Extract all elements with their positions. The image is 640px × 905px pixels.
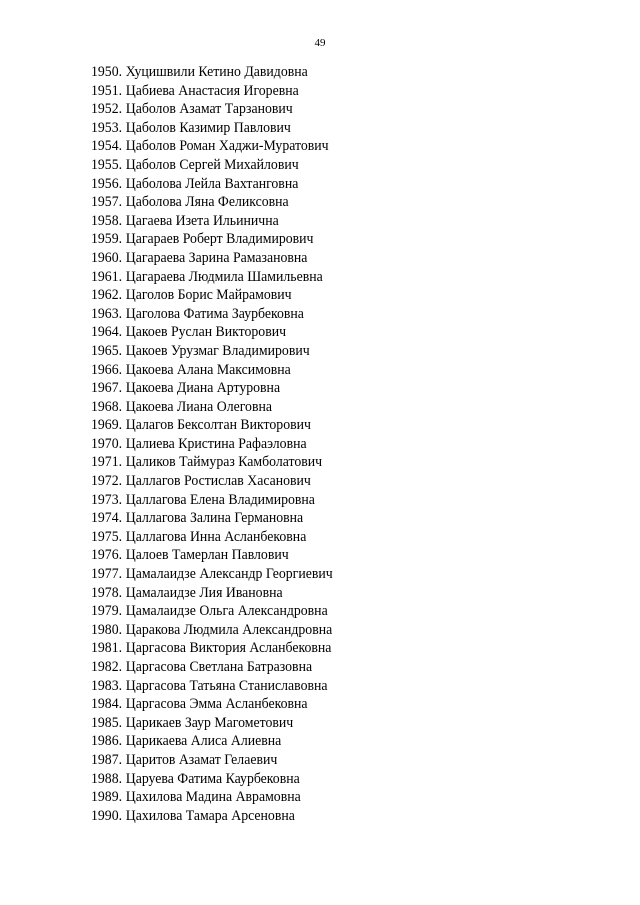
list-item <box>91 435 333 454</box>
list-item <box>91 230 333 249</box>
list-item <box>91 788 333 807</box>
entry-name: Цакоев Урузмаг Владимирович <box>125 342 310 359</box>
entry-number: 1979. <box>91 603 123 620</box>
entry-number: 1957. <box>91 194 123 211</box>
list-item <box>91 323 333 342</box>
entry-name: Царгасова Виктория Асланбековна <box>125 640 332 657</box>
list-item <box>91 268 333 287</box>
entry-name: Цакоева Лиана Олеговна <box>125 398 272 415</box>
entry-number: 1981. <box>91 640 123 657</box>
entry-number: 1973. <box>91 491 123 508</box>
list-item <box>91 63 333 82</box>
entry-name: Цалоев Тамерлан Павлович <box>125 547 289 564</box>
entry-name: Царикаева Алиса Алиевна <box>125 733 282 750</box>
entry-number: 1959. <box>91 231 123 248</box>
entry-name: Цаболов Роман Хаджи-Муратович <box>125 138 329 155</box>
entry-number: 1951. <box>91 82 123 99</box>
entry-name: Цакоева Алана Максимовна <box>125 361 291 378</box>
entry-name: Цахилова Тамара Арсеновна <box>125 807 295 824</box>
entry-name: Царикаев Заур Магометович <box>125 714 294 731</box>
entry-name: Цаллагов Ростислав Хасанович <box>125 473 311 490</box>
list-item <box>91 732 333 751</box>
entry-name: Цаголов Борис Майрамович <box>125 287 292 304</box>
list-item <box>91 305 333 324</box>
list-item <box>91 528 333 547</box>
entry-number: 1960. <box>91 249 123 266</box>
entry-number: 1978. <box>91 584 123 601</box>
entry-number: 1958. <box>91 212 123 229</box>
list-item <box>91 193 333 212</box>
entry-name: Цаболов Азамат Тарзанович <box>125 101 293 118</box>
entry-name: Цамалаидзе Лия Ивановна <box>125 584 283 601</box>
list-item <box>91 677 333 696</box>
entry-name: Царгасова Светлана Батразовна <box>125 659 313 675</box>
entry-number: 1989. <box>91 789 123 806</box>
entry-number: 1990. <box>91 807 123 824</box>
list-item <box>91 491 333 510</box>
list-item <box>91 398 333 417</box>
entry-name: Цаллагова Инна Асланбековна <box>125 528 307 545</box>
entry-name: Цаболов Сергей Михайлович <box>125 156 299 173</box>
entry-number: 1980. <box>91 621 123 638</box>
entry-name: Цагаева Изета Ильинична <box>125 212 279 229</box>
entry-number: 1963. <box>91 305 123 322</box>
entry-number: 1986. <box>91 733 123 750</box>
entry-name: Цаголова Фатима Заурбековна <box>125 305 304 322</box>
entry-name: Хуцишвили Кетино Давидовна <box>125 64 308 80</box>
entry-number: 1970. <box>91 435 123 452</box>
entry-number: 1952. <box>91 101 123 118</box>
entry-number: 1985. <box>91 714 123 731</box>
list-item <box>91 82 333 101</box>
list-item <box>91 100 333 119</box>
entry-name: Цакоева Диана Артуровна <box>125 380 281 397</box>
entry-name: Цамалаидзе Ольга Александровна <box>125 603 328 620</box>
entry-number: 1987. <box>91 751 123 768</box>
list-item <box>91 714 333 733</box>
entry-name: Царгасова Эмма Асланбековна <box>125 696 308 713</box>
list-item <box>91 602 333 621</box>
entry-name: Цаболова Лейла Вахтанговна <box>125 175 299 192</box>
list-item <box>91 695 333 714</box>
list-item <box>91 565 333 584</box>
list-item <box>91 361 333 380</box>
list-item <box>91 658 333 677</box>
entry-name: Цагараева Людмила Шамильевна <box>125 268 323 285</box>
entry-number: 1965. <box>91 342 123 359</box>
list-item <box>91 416 333 435</box>
entry-name: Царгасова Татьяна Станиславовна <box>125 677 328 694</box>
entry-name: Цагараева Зарина Рамазановна <box>125 249 308 266</box>
list-item <box>91 453 333 472</box>
list-item <box>91 156 333 175</box>
entry-name: Цаликов Таймураз Камболатович <box>125 454 323 471</box>
list-item <box>91 751 333 770</box>
entry-name: Цахилова Мадина Аврамовна <box>125 789 301 806</box>
entry-number: 1967. <box>91 380 123 397</box>
entry-name: Цаллагова Залина Германовна <box>125 510 304 527</box>
list-item <box>91 639 333 658</box>
list-item <box>91 286 333 305</box>
list-item <box>91 472 333 491</box>
list-item <box>91 770 333 789</box>
entry-name: Цамалаидзе Александр Георгиевич <box>125 566 333 583</box>
entry-name: Цакоев Руслан Викторович <box>125 324 287 341</box>
entry-number: 1950. <box>91 64 123 80</box>
entry-name: Цагараев Роберт Владимирович <box>125 231 314 248</box>
entry-number: 1984. <box>91 696 123 713</box>
list-item <box>91 249 333 268</box>
list-item <box>91 807 333 826</box>
entry-number: 1982. <box>91 659 123 675</box>
page-number: 49 <box>314 37 326 49</box>
list-item <box>91 509 333 528</box>
entry-number: 1988. <box>91 770 123 787</box>
list-item <box>91 584 333 603</box>
list-item <box>91 379 333 398</box>
entry-name: Цаболов Казимир Павлович <box>125 119 291 136</box>
entry-name: Цалиева Кристина Рафаэловна <box>125 435 307 452</box>
entry-number: 1954. <box>91 138 123 155</box>
entry-name: Царитов Азамат Гелаевич <box>125 751 278 768</box>
entry-number: 1972. <box>91 473 123 490</box>
list-item <box>91 137 333 156</box>
list-item <box>91 212 333 231</box>
entry-number: 1974. <box>91 510 123 527</box>
list-item <box>91 175 333 194</box>
list-item <box>91 621 333 640</box>
entry-name: Царакова Людмила Александровна <box>125 621 333 638</box>
entry-number: 1968. <box>91 398 123 415</box>
entry-name: Цабиева Анастасия Игоревна <box>125 82 299 99</box>
entry-number: 1977. <box>91 566 123 583</box>
list-item <box>91 119 333 138</box>
entry-name: Цаболова Ляна Феликсовна <box>125 194 289 211</box>
entry-name: Цаллагова Елена Владимировна <box>125 491 315 508</box>
entry-number: 1971. <box>91 454 123 471</box>
entry-number: 1955. <box>91 156 123 173</box>
list-item <box>91 546 333 565</box>
entry-number: 1976. <box>91 547 123 564</box>
entry-name: Царуева Фатима Каурбековна <box>125 770 300 787</box>
entry-number: 1956. <box>91 175 123 192</box>
entry-number: 1975. <box>91 528 123 545</box>
entry-number: 1961. <box>91 268 123 285</box>
entry-number: 1969. <box>91 417 123 434</box>
entry-number: 1983. <box>91 677 123 694</box>
entry-number: 1962. <box>91 287 123 304</box>
entry-list <box>91 63 333 825</box>
entry-number: 1964. <box>91 324 123 341</box>
list-item <box>91 342 333 361</box>
entry-name: Цалагов Бексолтан Викторович <box>125 417 311 434</box>
entry-number: 1966. <box>91 361 123 378</box>
entry-number: 1953. <box>91 119 123 136</box>
